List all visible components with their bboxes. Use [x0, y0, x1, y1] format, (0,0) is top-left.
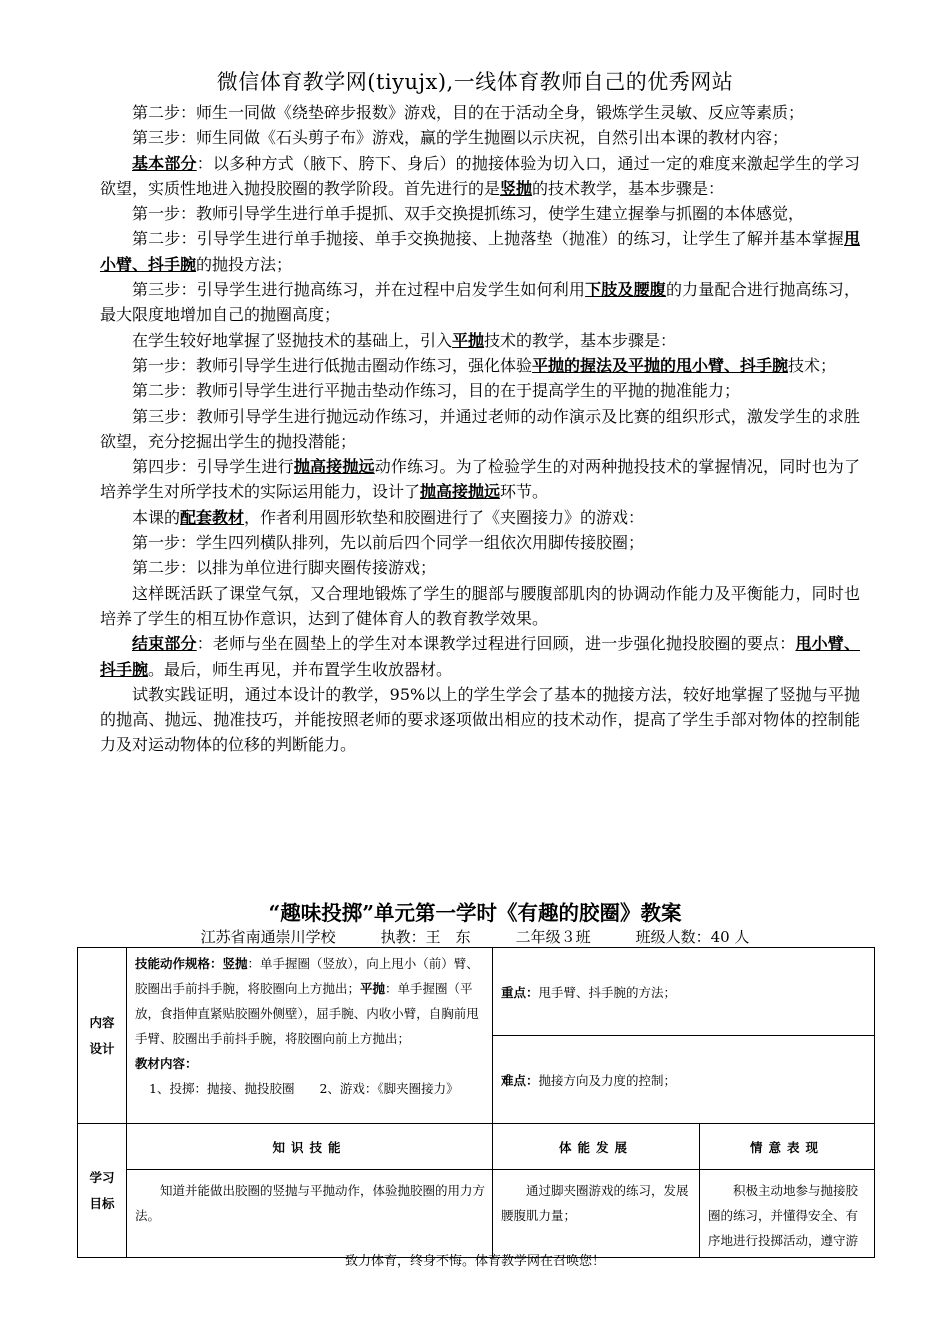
keyword: 配套教材 — [180, 507, 245, 527]
paragraph: 结束部分：老师与坐在圆垫上的学生对本课教学过程进行回顾，进一步强化抛投胶圈的要点：甩小臂、抖手腕。最后，师生再见，并布置学生收放器材。 — [100, 634, 860, 679]
paragraph: 第二步：引导学生进行单手抛接、单手交换抛接、上抛落垫（抛准）的练习，让学生了解并基本掌握甩小臂、抖手腕的抛投方法； — [100, 229, 860, 274]
skill-spec-cell: 技能动作规格：竖抛：单手握圈（竖放），向上甩小（前）臂、胶圈出手前抖手腕，将胶圈向上方抛出；平抛：单手握圈（平放，食指伸直紧贴胶圈外侧壁），屈手腕、内收小臂，自胸前甩手臂、胶圈出手前抖手腕，将胶圈向前上方抛出； 教材内容： 1、投掷：抛接、抛投胶圈 2、游戏：《脚夹圈接力》 — [127, 948, 493, 1124]
header-affect: 情意表现 — [700, 1124, 875, 1170]
paragraph: 在学生较好地掌握了竖抛技术的基础上，引入平抛技术的教学，基本步骤是： — [132, 330, 677, 350]
page-footer: 致力体育，终身不悔。体育教学网在召唤您！ — [344, 1254, 605, 1269]
paragraph: 第一步：学生四列横队排列，先以前后四个同学一组依次用脚传接胶圈； — [132, 533, 645, 553]
keyword: 结束部分 — [132, 634, 197, 654]
paragraph: 第二步：师生一同做《绕垫碎步报数》游戏，目的在于活动全身，锻炼学生灵敏、反应等素质； — [132, 103, 805, 122]
essay-body — [100, 100, 860, 758]
header-knowledge: 知识技能 — [127, 1124, 493, 1170]
paragraph: 本课的配套教材，作者利用圆形软垫和胶圈进行了《夹圈接力》的游戏： — [132, 507, 645, 527]
objective-knowledge: 知道并能做出胶圈的竖抛与平抛动作，体验抛胶圈的用力方法。 — [127, 1170, 493, 1258]
keyword: 甩小臂、抖手腕 — [100, 229, 860, 274]
lesson-plan-table — [77, 947, 875, 1258]
keyword: 平抛 — [452, 330, 485, 350]
lesson-plan-meta: 江苏省南通崇川学校 执教：王 东 二年级３班 班级人数：40 人 — [200, 928, 750, 946]
paragraph: 第一步：教师引导学生进行单手提抓、双手交换提抓练习，使学生建立握拳与抓圈的本体感觉， — [132, 204, 805, 224]
difficulty-cell: 难点：抛接方向及力度的控制； — [493, 1036, 875, 1124]
paragraph: 第二步：以排为单位进行脚夹圈传接游戏； — [132, 558, 437, 578]
paragraph: 第三步：引导学生进行抛高练习，并在过程中启发学生如何利用下肢及腰腹的力量配合进行抛高练习，最大限度地增加自己的抛圈高度； — [100, 280, 860, 325]
keyword: 平抛的握法及平抛的甩小臂、抖手腕 — [532, 355, 789, 375]
objective-fitness: 通过脚夹圈游戏的练习，发展腰腹肌力量； — [493, 1170, 700, 1258]
paragraph: 基本部分：以多种方式（腋下、胯下、身后）的抛接体验为切入口，通过一定的难度来激起学生的学习欲望，实质性地进入抛投胶圈的教学阶段。首先进行的是竖抛的技术教学，基本步骤是： — [100, 153, 860, 198]
content-design-label: 内容 设计 — [78, 948, 127, 1124]
paragraph: 第四步：引导学生进行抛高接抛远动作练习。为了检验学生的对两种抛投技术的掌握情况，同时也为了培养学生对所学技术的实际运用能力，设计了抛高接抛远环节。 — [100, 457, 860, 502]
materials-label: 教材内容： — [135, 1056, 198, 1071]
keyword: 竖抛 — [500, 178, 533, 198]
paragraph: 第三步：师生同做《石头剪子布》游戏，赢的学生抛圈以示庆祝，自然引出本课的教材内容； — [132, 128, 789, 148]
keyword: 下肢及腰腹 — [585, 280, 666, 300]
paragraph: 第二步：教师引导学生进行平抛击垫动作练习，目的在于提高学生的平抛的抛准能力； — [132, 381, 741, 401]
paragraph: 第一步：教师引导学生进行低抛击圈动作练习，强化体验平抛的握法及平抛的甩小臂、抖手腕技术； — [132, 355, 837, 375]
paragraph: 第三步：教师引导学生进行抛远动作练习，并通过老师的动作演示及比赛的组织形式，激发学生的求胜欲望，充分挖掘出学生的抛投潜能； — [100, 406, 860, 451]
objective-affect: 积极主动地参与抛接胶圈的练习，并懂得安全、有序地进行投掷活动，遵守游 — [700, 1170, 875, 1258]
key-point-cell: 重点：甩手臂、抖手腕的方法； — [493, 948, 875, 1036]
keyword: 甩小臂、抖手腕 — [100, 634, 860, 679]
header-fitness: 体能发展 — [493, 1124, 700, 1170]
materials-text: 1、投掷：抛接、抛投胶圈 2、游戏：《脚夹圈接力》 — [149, 1081, 459, 1096]
paragraph: 试教实践证明，通过本设计的教学，95%以上的学生学会了基本的抛接方法，较好地掌握了竖抛与平抛的抛高、抛远、抛准技巧，并能按照老师的要求逐项做出相应的技术动作，提高了学生手部对物体的控制能力及对运动物体的位移的判断能力。 — [100, 684, 860, 755]
paragraph: 这样既活跃了课堂气氛，又合理地锻炼了学生的腿部与腰腹部肌肉的协调动作能力及平衡能力，同时也培养了学生的相互协作意识，达到了健体育人的教育教学效果。 — [100, 583, 860, 628]
objectives-label: 学习 目标 — [78, 1124, 127, 1258]
keyword: 基本部分 — [132, 153, 197, 173]
keyword: 抛高接抛远 — [420, 482, 501, 502]
lesson-plan-title: “趣味投掷”单元第一学时《有趣的胶圈》教案 — [268, 901, 682, 925]
keyword: 抛高接抛远 — [293, 457, 375, 477]
site-header: 微信体育教学网(tiyujx),一线体育教师自己的优秀网站 — [216, 70, 734, 94]
